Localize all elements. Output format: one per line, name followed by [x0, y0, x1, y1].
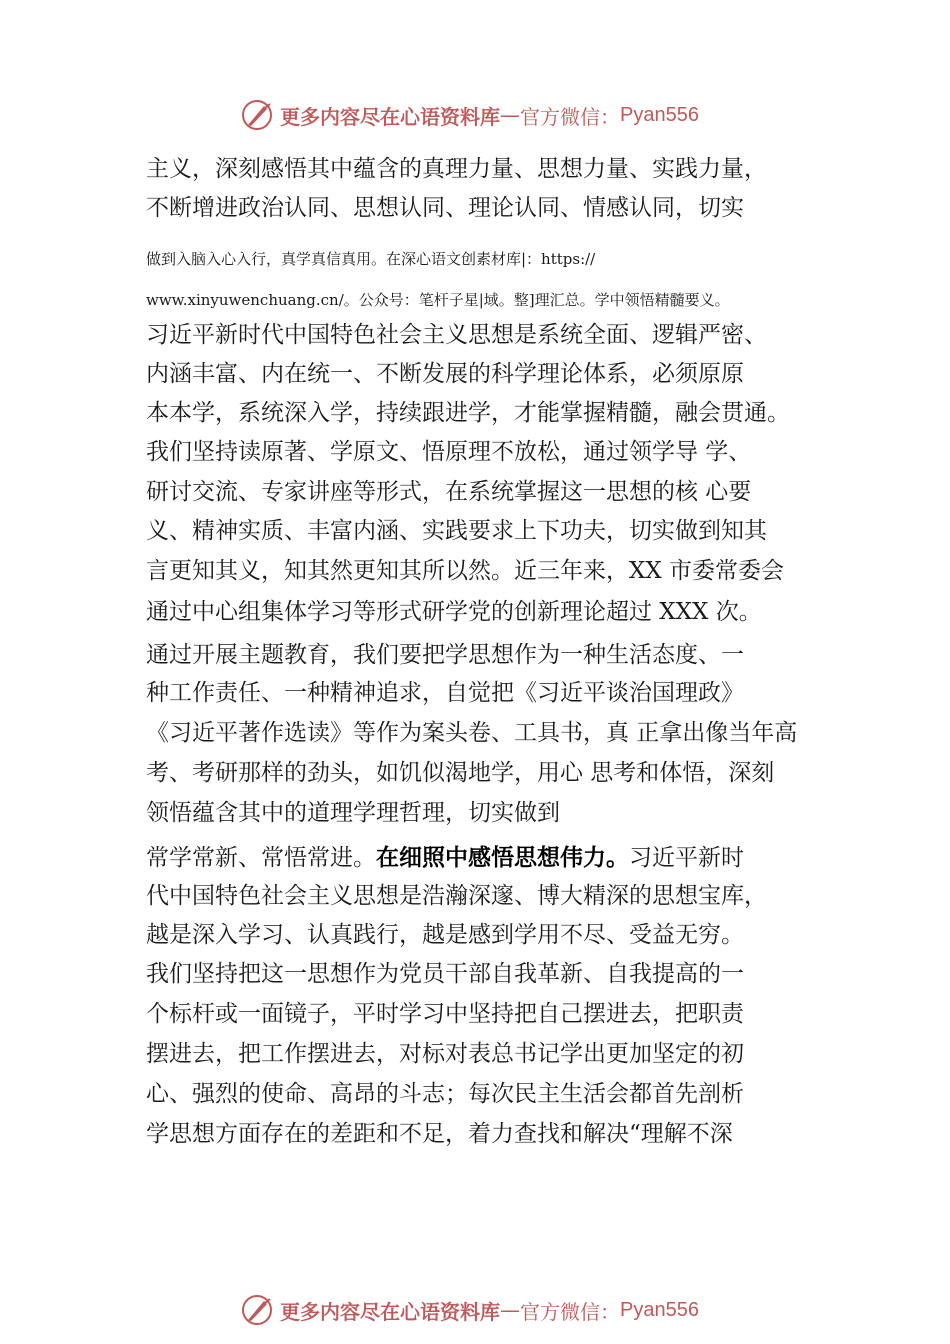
banner-brand: 更多内容尽在心语资料库: [280, 1299, 500, 1324]
body-line-7: 研讨交流、专家讲座等形式，在系统掌握这一思想的核 心要: [146, 479, 752, 505]
footer-banner: [240, 1290, 699, 1330]
body-line-13: 《习近平著作选读》等作为案头卷、工具书，真 正拿出像当年高: [146, 720, 798, 746]
header-banner: [240, 95, 699, 135]
body-line-22: 心、强烈的使命、高昂的斗志；每次民主生活会都首先剖析: [146, 1081, 744, 1107]
body-line-20: 个标杆或一面镜子，平时学习中坚持把自己摆进去，把职责: [146, 1001, 744, 1027]
banner-wechat-id: Pyan556: [620, 1298, 699, 1321]
body-line-12: 种工作责任、一种精神追求，自觉把《习近平谈治国理政》: [146, 680, 744, 706]
body-line-17: 代中国特色社会主义思想是浩瀚深邃、博大精深的思想宝库，: [146, 883, 767, 909]
body-line-9: 言更知其义，知其然更知其所以然。近三年来，XX 市委常委会: [146, 558, 785, 584]
banner-dash: —: [500, 103, 520, 127]
section-heading: 在细照中感悟思想伟力。: [376, 845, 629, 871]
banner-official: 官方微信：: [520, 1299, 620, 1324]
source-note-line-1: 做到入脑入心入行，真学真信真用。在深心语文创素材库|：https://: [146, 250, 596, 268]
body-line-18: 越是深入学习、认真践行，越是感到学用不尽、受益无穷。: [146, 922, 744, 948]
body-line-23: 学思想方面存在的差距和不足，着力查找和解决“理解不深: [146, 1121, 733, 1147]
body-line-11: 通过开展主题教育，我们要把学思想作为一种生活态度、一: [146, 642, 744, 668]
body-line-6: 我们坚持读原著、学原文、悟原理不放松，通过领学导 学、: [146, 439, 752, 465]
banner-dash: —: [500, 1298, 520, 1322]
body-line-16-start: 常学常新、常悟常进。: [146, 845, 376, 871]
body-line-8: 义、精神实质、丰富内涵、实践要求上下功夫，切实做到知其: [146, 518, 767, 544]
body-line-21: 摆进去，把工作摆进去，对标对表总书记学出更加坚定的初: [146, 1041, 744, 1067]
body-line-19: 我们坚持把这一思想作为党员干部自我革新、自我提高的一: [146, 961, 744, 987]
body-line-14: 考、考研那样的劲头，如饥似渴地学，用心 思考和体悟，深刻: [146, 760, 775, 786]
quill-logo-icon: [240, 98, 274, 132]
banner-brand: 更多内容尽在心语资料库: [280, 104, 500, 129]
body-line-16-end: 习近平新时: [629, 845, 744, 871]
body-line-15: 领悟蕴含其中的道理学理哲理，切实做到: [146, 800, 560, 826]
body-line-16: [146, 843, 744, 873]
body-line-4: 内涵丰富、内在统一、不断发展的科学理论体系，必须原原: [146, 361, 744, 387]
body-line-3: 习近平新时代中国特色社会主义思想是系统全面、逻辑严密、: [146, 322, 767, 348]
body-line-1: 主义，深刻感悟其中蕴含的真理力量、思想力量、实践力量，: [146, 156, 767, 182]
banner-wechat-id: Pyan556: [620, 103, 699, 126]
body-line-5: 本本学，系统深入学，持续跟进学，才能掌握精髓，融会贯通。: [146, 400, 790, 426]
source-note-line-2: www.xinyuwenchuang.cn/。公众号：笔杆子星|域。整]理汇总。学中领悟精髓要义。: [146, 291, 730, 309]
body-line-2: 不断增进政治认同、思想认同、理论认同、情感认同，切实: [146, 195, 744, 221]
body-line-10: 通过中心组集体学习等形式研学党的创新理论超过 XXX 次。: [146, 599, 762, 625]
banner-official: 官方微信：: [520, 104, 620, 129]
quill-logo-icon: [240, 1293, 274, 1327]
